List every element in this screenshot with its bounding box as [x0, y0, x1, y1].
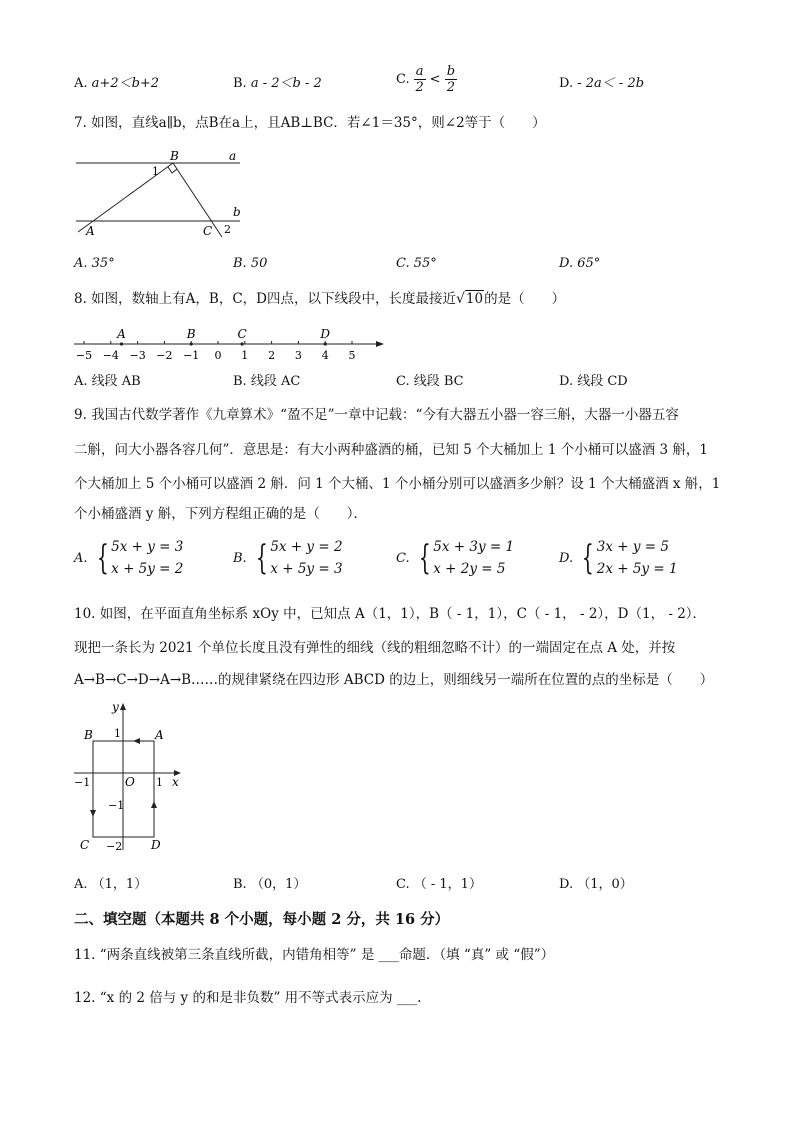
number-line-tick-label: 3: [294, 349, 302, 362]
q6-option-a[interactable]: A. a+2＜b+2: [74, 76, 160, 91]
q10-tick-ym1: −1: [108, 799, 125, 812]
q10-label-b: B: [84, 728, 93, 742]
q10-line-3: A→B→C→D→A→B……的规律紧绕在四边形 ABCD 的边上，则细线另一端所在位置的点的坐标是（ ）: [74, 672, 714, 688]
q10-tick-xm1: −1: [74, 776, 91, 789]
q8-option-a[interactable]: A. 线段 AB: [74, 374, 141, 389]
q10-origin-label: O: [125, 775, 135, 789]
q10-label-a: A: [155, 728, 164, 742]
q10-option-c[interactable]: C. （ - 1，1）: [396, 877, 482, 892]
q7-option-c[interactable]: C. 55°: [396, 256, 437, 271]
q10-option-a[interactable]: A. （1，1）: [74, 877, 148, 892]
q9-option-b[interactable]: B. { 5x + y = 2 x + 5y = 3: [233, 538, 343, 578]
q8-stem: 8. 如图，数轴上有A，B，C，D四点，以下线段中，长度最接近√10的是（ ）: [74, 291, 566, 307]
number-line-tick-label: −5: [75, 349, 93, 362]
q6-option-c[interactable]: C. $\frac{a}{2}$ < $\frac{b}{2}$: [396, 64, 456, 95]
q7-label-c: C: [203, 224, 213, 238]
q10-option-b[interactable]: B. （0，1）: [233, 877, 307, 892]
number-line-point: [190, 342, 193, 345]
fraction-a-over-2: $\frac{a}{2}$: [415, 64, 424, 95]
q8-option-d[interactable]: D. 线段 CD: [559, 374, 628, 389]
q6-option-b[interactable]: B. a - 2＜b - 2: [233, 76, 322, 91]
q9-line-4: 个小桶盛酒 y 斛，下列方程组正确的是（ ）．: [74, 506, 367, 522]
q10-figure: [70, 698, 190, 860]
number-line-tick-label: 5: [348, 349, 356, 362]
number-line-point-label: B: [186, 327, 196, 341]
brace: {: [581, 538, 594, 578]
q7-label-b: B: [170, 149, 179, 163]
q10-line-2: 现把一条长为 2021 个单位长度且没有弹性的细线（线的粗细忽略不计）的一端固定在点 A 处，并按: [74, 640, 676, 656]
number-line-point: [241, 342, 244, 345]
number-line-tick-label: 0: [214, 349, 222, 362]
number-line-tick-label: −3: [129, 349, 146, 362]
q7-option-a[interactable]: A. 35°: [74, 256, 115, 271]
q7-label-line-b: b: [233, 205, 241, 219]
q7-label-angle1: 1: [152, 165, 159, 178]
number-line-tick-label: −2: [156, 349, 173, 362]
q7-stem: 7. 如图，直线a∥b，点B在a上，且AB⊥BC．若∠1＝35°，则∠2等于（ ）: [74, 115, 546, 131]
q8-option-b[interactable]: B. 线段 AC: [233, 374, 301, 389]
q9-option-c[interactable]: C. { 5x + 3y = 1 x + 2y = 5: [396, 538, 515, 578]
q10-label-c: C: [80, 838, 90, 852]
number-line-tick-label: 4: [321, 349, 329, 362]
brace: {: [255, 538, 268, 578]
q9-line-2: 二斛，问大小器各容几何”．意思是：有大小两种盛酒的桶，已知 5 个大桶加上 1 个小桶可以盛酒 3 斛，1: [74, 442, 709, 458]
q12-text: 12. “x 的 2 倍与 y 的和是非负数” 用不等式表示应为 ___.: [74, 990, 422, 1006]
q7-label-line-a: a: [229, 149, 237, 163]
brace: {: [96, 538, 109, 578]
q7-figure: [70, 146, 250, 242]
q10-axis-x-label: x: [172, 775, 179, 789]
brace: {: [418, 538, 431, 578]
q7-option-d[interactable]: D. 65°: [559, 256, 601, 271]
sqrt-radicand: 10: [465, 291, 484, 307]
q8-option-c[interactable]: C. 线段 BC: [396, 374, 464, 389]
number-line-point-label: A: [117, 327, 126, 341]
q7-label-a: A: [86, 224, 95, 238]
q10-label-d: D: [151, 838, 161, 852]
q9-option-a[interactable]: A. { 5x + y = 3 x + 5y = 2: [74, 538, 184, 578]
q7-label-angle2: 2: [224, 223, 231, 236]
section-2-title: 二、填空题（本题共 8 个小题，每小题 2 分，共 16 分）: [74, 911, 450, 928]
fraction-b-over-2: $\frac{b}{2}$: [446, 64, 456, 95]
q11-text: 11. “两条直线被第三条直线所截，内错角相等” 是 ___命题．（填 “真” 或 “假”）: [74, 947, 555, 963]
q9-line-3: 个大桶加上 5 个小桶可以盛酒 2 斛．问 1 个大桶、1 个小桶分别可以盛酒多少斛？设 1 个大桶盛酒 x 斛，1: [74, 476, 721, 492]
number-line-point-label: D: [320, 327, 331, 341]
sqrt-symbol: √: [456, 291, 465, 307]
number-line-point-label: C: [237, 327, 247, 341]
number-line-tick-label: −1: [183, 349, 200, 362]
q10-tick-x1: 1: [156, 776, 163, 789]
q8-number-line: [72, 322, 388, 362]
q10-tick-y1: 1: [114, 727, 121, 740]
q10-axis-y-label: y: [112, 700, 119, 714]
number-line-tick-label: 1: [241, 349, 249, 362]
q10-tick-ym2: −2: [106, 840, 123, 853]
q9-line-1: 9. 我国古代数学著作《九章算术》“盈不足”一章中记载：“今有大器五小器一容三斛，大器一小器五容: [74, 407, 679, 423]
q10-line-1: 10. 如图，在平面直角坐标系 xOy 中，已知点 A（1，1），B（ - 1，1），C（ - 1， - 2），D（1， - 2）．: [74, 606, 707, 622]
number-line-point: [120, 342, 123, 345]
q9-option-d[interactable]: D. { 3x + y = 5 2x + 5y = 1: [559, 538, 678, 578]
number-line-tick-label: −4: [102, 349, 119, 362]
number-line-point: [324, 342, 327, 345]
q10-option-d[interactable]: D. （1，0）: [559, 877, 633, 892]
number-line-tick-label: 2: [268, 349, 276, 362]
q7-option-b[interactable]: B. 50: [233, 256, 268, 271]
q6-option-d[interactable]: D. - 2a＜ - 2b: [559, 76, 645, 91]
